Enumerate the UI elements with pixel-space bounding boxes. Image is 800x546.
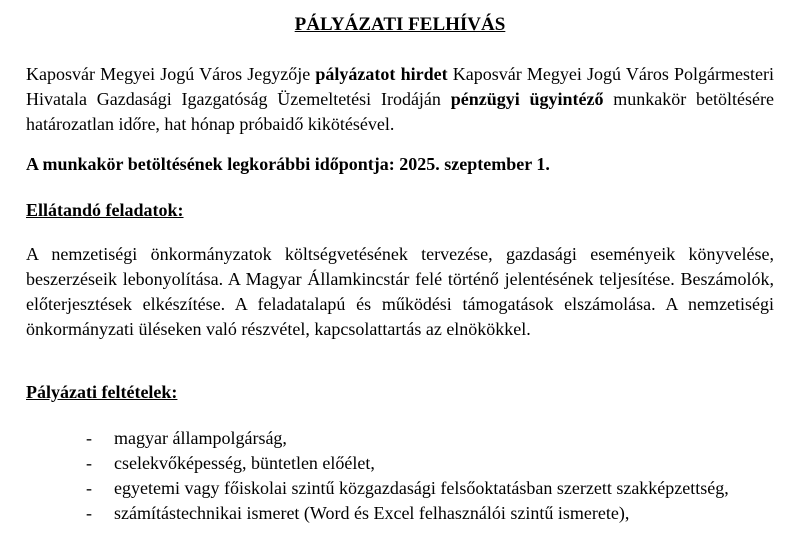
intro-bold-announces: pályázatot hirdet bbox=[315, 64, 448, 84]
list-bullet: - bbox=[86, 428, 92, 448]
list-bullet: - bbox=[86, 453, 92, 473]
list-item-text: egyetemi vagy főiskolai szintű közgazdasági felsőoktatásban szerzett szakképzettség, bbox=[114, 478, 729, 498]
duties-heading: Ellátandó feladatok: bbox=[26, 200, 184, 220]
list-item bbox=[26, 476, 774, 501]
list-item bbox=[26, 451, 774, 476]
list-item-text: cselekvőképesség, büntetlen előélet, bbox=[114, 453, 375, 473]
intro-text-3: munkakör betöltésére határozatlan időre, hat hónap próbaidő kikötésével. bbox=[26, 89, 774, 134]
list-bullet: - bbox=[86, 478, 92, 498]
start-date-line: A munkakör betöltésének legkorábbi időpontja: 2025. szeptember 1. bbox=[26, 154, 550, 174]
list-item-text: számítástechnikai ismeret (Word és Excel felhasználói szintű ismerete), bbox=[114, 503, 630, 523]
conditions-list bbox=[26, 426, 774, 526]
intro-text-1: Kaposvár Megyei Jogú Város Jegyzője bbox=[26, 64, 316, 84]
conditions-heading: Pályázati feltételek: bbox=[26, 382, 178, 402]
intro-text-2: Kaposvár Megyei Jogú Város Polgármesteri Hivatala Gazdasági Igazgatóság Üzemeltetési Irodáján bbox=[26, 64, 774, 109]
list-item bbox=[26, 426, 774, 451]
list-bullet: - bbox=[86, 503, 92, 523]
duties-paragraph: A nemzetiségi önkormányzatok költségvetésének tervezése, gazdasági eseményeik könyvelése, beszerzéseik lebonyolítása. A Magyar Államkincstár felé történő jelentésének teljesítése. Beszámolók, előterjesztések elkészítése. A feladatalapú és működési támogatások elszámolása. A nemzetiségi önkormányzati üléseken való részvétel, kapcsolattartás az elnökökkel. bbox=[26, 244, 774, 339]
list-item-text: magyar állampolgárság, bbox=[114, 428, 287, 448]
intro-paragraph bbox=[26, 62, 774, 137]
intro-bold-position: pénzügyi ügyintéző bbox=[450, 89, 604, 109]
list-item bbox=[26, 501, 774, 526]
document-title: PÁLYÁZATI FELHÍVÁS bbox=[294, 14, 506, 35]
